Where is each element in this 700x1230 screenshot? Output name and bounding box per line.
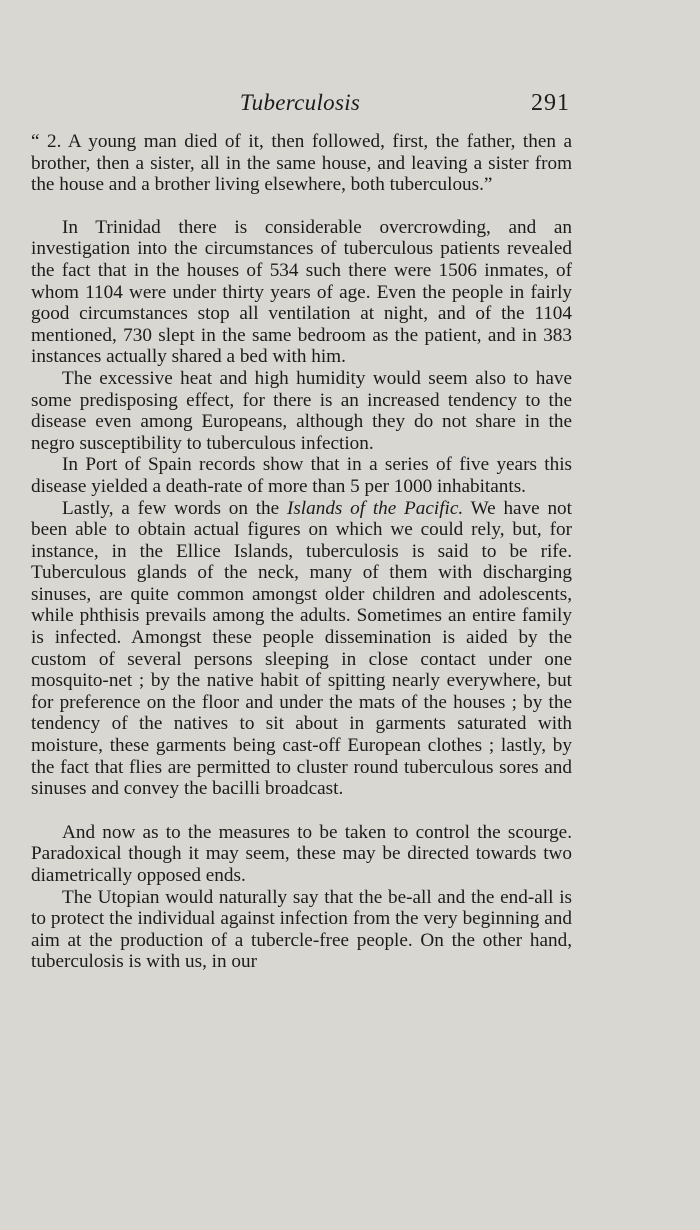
paragraph-heat-humidity: The excessive heat and high humidity would seem also to have some predisposing effect, for there is an increased tendency to the disease even among Europeans, although they do not share in the negro susceptibility to tuberculous infection.: [31, 367, 572, 454]
paragraph-trinidad: In Trinidad there is considerable overcrowding, and an investigation into the circumstances of tuberculous patients revealed the fact that in the houses of 534 such there were 1506 inmates, of whom 1104 were under thirty years of age. Even the people in fairly good circumstances stop all ventilation at night, and of the 1104 mentioned, 730 slept in the same bedroom as the patient, and in 383 instances actually shared a bed with him.: [31, 216, 572, 368]
running-title: Tuberculosis: [239, 90, 361, 115]
pacific-text-before: Lastly, a few words on the: [62, 497, 287, 519]
running-head: [30, 90, 570, 122]
paragraph-pacific-islands: [31, 498, 572, 800]
pacific-text-after: We have not been able to obtain actual figures on which we could rely, but, for instance, in the Ellice Islands, tuberculosis is said to be rife. Tuberculous glands of the neck, many of them with discharging sinuses, are quite common amongst older children and adolescents, while phthisis prevails among the adults. Sometimes an entire family is infected. Amongst these people dissemination is aided by the custom of several persons sleeping in close contact under one mosquito-net ; by the native habit of spitting nearly everywhere, but for preference on the floor and under the mats of the houses ; by the tendency of the natives to sit about in garments saturated with moisture, these garments being cast-off European clothes ; lastly, by the fact that flies are permitted to cluster round tuberculous sores and sinuses and convey the bacilli broadcast.: [31, 497, 572, 800]
paragraph-port-of-spain: In Port of Spain records show that in a series of five years this disease yielded a death-rate of more than 5 per 1000 inhabitants.: [31, 454, 572, 497]
pacific-italic-heading: Islands of the Pacific.: [286, 497, 464, 519]
page-number: 291: [531, 90, 570, 116]
paragraph-quote: “ 2. A young man died of it, then followed, first, the father, then a brother, then a sister, all in the same house, and leaving a sister from the house and a brother living elsewhere, both tuberculous.”: [31, 131, 572, 196]
paragraph-measures: And now as to the measures to be taken to control the scourge. Paradoxical though it may seem, these may be directed towards two diametrically opposed ends.: [31, 821, 572, 886]
paragraph-utopian: The Utopian would naturally say that the be-all and the end-all is to protect the individual against infection from the very beginning and aim at the production of a tubercle-free people. On the other hand, tuberculosis is with us, in our: [31, 886, 572, 973]
body-text: [31, 131, 572, 973]
